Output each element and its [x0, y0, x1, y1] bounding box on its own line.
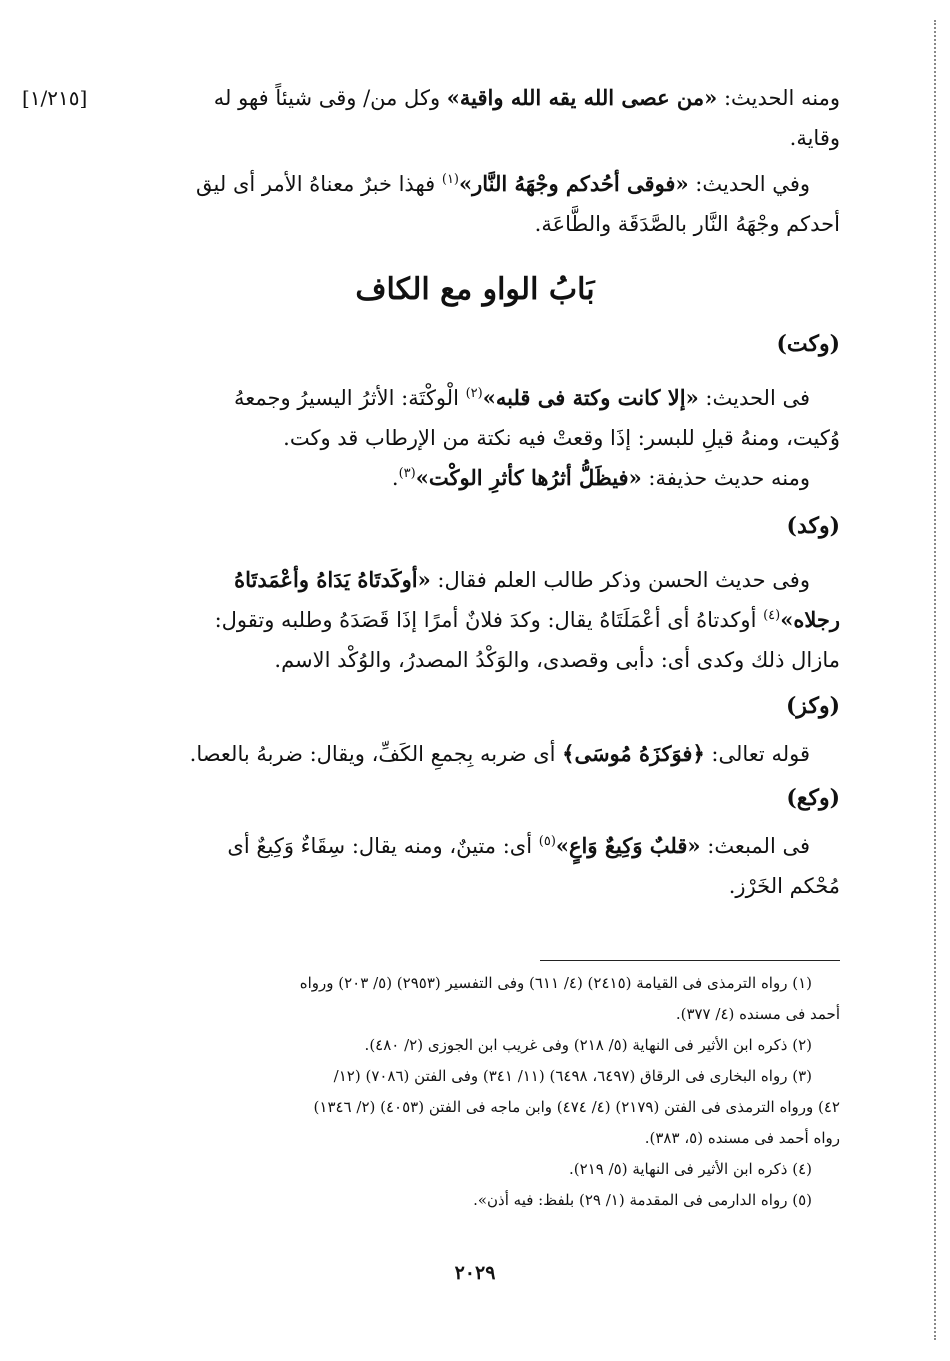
margin-reference: [١/٢١٥] — [22, 86, 88, 110]
hadith-quote: «إلا كانت وكتة فى قلبه» — [482, 385, 699, 410]
hadith-quote: «فوقى أحُدكم وجْهَهُ النَّار» — [459, 171, 689, 196]
footnote: (١) رواه الترمذى فى القيامة (٢٤١٥) (٤/ ٦١١) وفى التفسير (٢٩٥٣) (٥/ ٢٠٣) ورواه — [299, 974, 812, 992]
entry-heading: (وكت) — [776, 331, 840, 357]
text-line: ومنه حديث حذيفة: «فيظَلُّ أثرُها كأثرِ الوكْت»$^{(٣)}$. — [391, 465, 810, 490]
hadith-quote: «قلبٌ وَكِيعٌ وَاعٍ» — [555, 833, 701, 858]
footnote: ٤٢) ورواه الترمذى فى الفتن (٢١٧٩) (٤/ ٤٧٤) وابن ماجه فى الفتن (٤٠٥٣) (٢/ ١٣٤٦) — [313, 1098, 840, 1116]
footnote: (٢) ذكره ابن الأثير فى النهاية (٥/ ٢١٨) وفى غريب ابن الجوزى (٢/ ٤٨٠). — [364, 1036, 812, 1054]
footnote: (٣) رواه البخارى فى الرقاق (٦٤٩٧، ٦٤٩٨) (١١/ ٣٤١) وفى الفتن (٧٠٨٦) (١٢/ — [333, 1067, 812, 1085]
text-line: مُحْكم الخَرْز. — [728, 874, 840, 898]
text-line: قوله تعالى: ﴿فوَكزَهُ مُوسَى﴾ أى ضربه بِجمعِ الكَفِّ، ويقال: ضربهُ بالعصا. — [189, 741, 810, 766]
entry-heading: (وكد) — [786, 513, 840, 539]
footnote: (٥) رواه الدارمى فى المقدمة (١/ ٢٩) بلفظ: فيه أذن». — [473, 1191, 812, 1209]
text-line: رجلاه»$^{(٤)}$ أوكدتاهُ أى أعْمَلَتَاهُ يقال: وكدَ فلانٌ أمرًا إذَا قَصَدَهُ وطلبه وتقول: — [214, 607, 840, 632]
entries-section — [130, 324, 840, 906]
hadith-quote: رجلاه» — [780, 607, 840, 632]
footnote: أحمد فى مسنده (٤/ ٣٧٧). — [675, 1005, 840, 1023]
entry-heading: (وكز) — [785, 693, 840, 719]
text-line: وفى حديث الحسن وذكر طالب العلم فقال: «أوكَدتَاهُ يَدَاهُ وأعْمَدتَاهُ — [234, 567, 810, 592]
entry-heading: (وكع) — [786, 785, 840, 811]
footnote-marker: (٣) — [398, 466, 416, 481]
top-section — [130, 78, 840, 244]
footnote-separator — [540, 960, 840, 961]
text-line: وفي الحديث: «فوقى أحُدكم وجْهَهُ النَّار»$^{(١)}$ فهذا خبرٌ معناهُ الأمر أى ليق — [196, 171, 810, 196]
quran-quote: ﴿فوَكزَهُ مُوسَى﴾ — [562, 741, 705, 766]
text-line: مازال ذلك وكدى أى: دأبى وقصدى، والوَكْدُ المصدرُ، والوُكْد الاسم. — [274, 648, 840, 672]
footnote-marker: (٢) — [465, 386, 483, 401]
page-number: ٢٠٢٩ — [454, 1262, 496, 1284]
footnote-marker: (٥) — [538, 834, 556, 849]
page-edge-dots — [930, 20, 936, 1340]
footnote: رواه أحمد فى مسنده (٥، ٣٨٣). — [644, 1129, 840, 1147]
footnote-marker: (١) — [441, 172, 459, 187]
text-line: فى المبعث: «قلبٌ وَكِيعٌ وَاعٍ»$^{(٥)}$ أى: متينٌ، ومنه يقال: سِقَاءٌ وَكِيعٌ أى — [227, 833, 810, 858]
text-line: وُكيت، ومنهُ قيلِ للبسر: إذَا وقعتْ فيه نكتة من الإرطاب قد وكت. — [283, 426, 840, 450]
hadith-quote: «أوكَدتَاهُ يَدَاهُ وأعْمَدتَاهُ — [234, 567, 431, 592]
text-line: فى الحديث: «إلا كانت وكتة فى قلبه»$^{(٢)}$ الْوكْتَة: الأثرُ اليسيرُ وجمعهُ — [234, 385, 810, 410]
footnote-marker: (٤) — [763, 608, 781, 623]
footnotes — [130, 968, 840, 1216]
text-line: ومنه الحديث: «من عصى الله يقه الله واقية» وكل من/ وقى شيئاً فهو له — [213, 85, 840, 110]
text-line: وقاية. — [789, 126, 840, 150]
footnote: (٤) ذكره ابن الأثير فى النهاية (٥/ ٢١٩). — [569, 1160, 812, 1178]
text-line: أحدكم وجْهَهُ النَّار بالصَّدَقَة والطَّاعَة. — [534, 212, 840, 236]
chapter-title: بَابُ الواو مع الكاف — [355, 272, 595, 307]
hadith-quote: «فيظَلُّ أثرُها كأثرِ الوكْت» — [415, 465, 642, 490]
hadith-quote: «من عصى الله يقه الله واقية» — [446, 85, 718, 110]
